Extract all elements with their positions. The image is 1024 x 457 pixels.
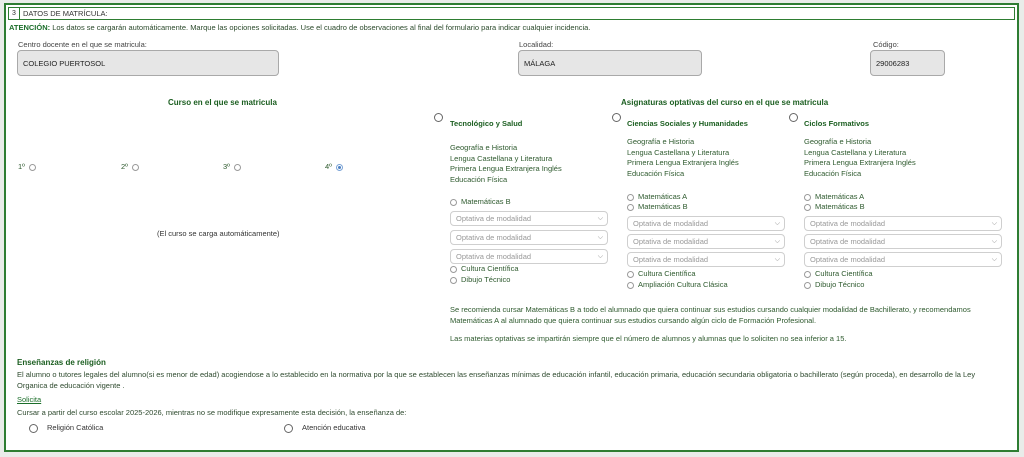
codigo-label: Código: <box>873 40 899 49</box>
religion-label: Atención educativa <box>302 423 366 432</box>
column-radio[interactable] <box>612 113 621 122</box>
subject: Primera Lengua Extranjera Inglés <box>627 158 739 167</box>
extra-label: Cultura Científica <box>461 264 519 273</box>
curso-option[interactable] <box>121 162 139 173</box>
extra-option[interactable] <box>804 269 873 280</box>
subject: Geografía e Historia <box>804 137 872 146</box>
centro-field[interactable]: COLEGIO PUERTOSOL <box>17 50 279 76</box>
notice-text: Los datos se cargarán automáticamente. Marque las opciones solicitadas. Use el cuadro de observaciones al final del formulario para indicar cualquier incidencia. <box>50 23 591 32</box>
column-radio[interactable] <box>789 113 798 122</box>
subject: Geografía e Historia <box>627 137 695 146</box>
minimum-note: Las materias optativas se impartirán siempre que el número de alumnos y alumnas que lo soliciten no sea inferior a 15. <box>450 334 847 343</box>
select-placeholder: Optativa de modalidad <box>633 237 709 246</box>
religion-label: Religión Católica <box>47 423 104 432</box>
recommendation: Se recomienda cursar Matemáticas B a todo el alumnado que quiera continuar sus estudios cursando cualquier modalidad de Bachillerato, y recomendamos Matemáticas A al alumnado que quiera continuar sus estudios cursando algún ciclo de Formación Profesional. <box>450 305 971 325</box>
curso-option[interactable] <box>18 162 36 173</box>
optativa-select[interactable] <box>804 234 1002 249</box>
curso-label: 3º <box>223 162 230 171</box>
chevron-down-icon: ⌵ <box>597 233 603 241</box>
notice <box>9 23 590 32</box>
extra-radio[interactable] <box>450 266 457 273</box>
extra-label: Dibujo Técnico <box>815 280 865 289</box>
math-option[interactable] <box>627 202 688 213</box>
curso-label: 2º <box>121 162 128 171</box>
math-radio[interactable] <box>627 194 634 201</box>
math-option[interactable] <box>627 192 687 203</box>
subject: Educación Física <box>804 168 862 178</box>
select-placeholder: Optativa de modalidad <box>633 255 709 264</box>
subject: Educación Física <box>450 174 508 184</box>
column-title: Tecnológico y Salud <box>450 119 523 128</box>
notice-prefix: ATENCIÓN: <box>9 23 51 32</box>
curso-radio[interactable] <box>234 164 241 171</box>
extra-radio[interactable] <box>450 277 457 284</box>
chevron-down-icon: ⌵ <box>991 219 997 227</box>
chevron-down-icon: ⌵ <box>774 237 780 245</box>
chevron-down-icon: ⌵ <box>774 219 780 227</box>
math-option[interactable] <box>804 192 864 203</box>
extra-label: Cultura Científica <box>638 269 696 278</box>
religion-instruction: Cursar a partir del curso escolar 2025-2026, mientras no se modifique expresamente esta decisión, la enseñanza de: <box>17 408 407 417</box>
extra-radio[interactable] <box>627 282 634 289</box>
chevron-down-icon: ⌵ <box>597 252 603 260</box>
extra-radio[interactable] <box>627 271 634 278</box>
select-placeholder: Optativa de modalidad <box>810 255 886 264</box>
extra-label: Dibujo Técnico <box>461 275 511 284</box>
math-label: Matemáticas A <box>815 192 865 201</box>
optativa-select[interactable] <box>804 216 1002 231</box>
religion-heading: Enseñanzas de religión <box>17 358 106 367</box>
chevron-down-icon: ⌵ <box>597 214 603 222</box>
math-radio[interactable] <box>804 204 811 211</box>
centro-label: Centro docente en el que se matricula: <box>18 40 147 49</box>
column-radio[interactable] <box>434 113 443 122</box>
subject: Educación Física <box>627 168 685 178</box>
religion-option[interactable] <box>284 423 365 434</box>
religion-option[interactable] <box>29 423 103 434</box>
section-header <box>8 7 1015 20</box>
math-label: Matemáticas B <box>638 202 688 211</box>
curso-option[interactable] <box>325 162 343 173</box>
optativa-select[interactable] <box>450 249 608 264</box>
religion-radio[interactable] <box>29 424 38 433</box>
curso-label: 4º <box>325 162 332 171</box>
chevron-down-icon: ⌵ <box>991 255 997 263</box>
math-option[interactable] <box>804 202 865 213</box>
optativa-select[interactable] <box>450 230 608 245</box>
section-number: 3 <box>9 8 20 19</box>
extra-radio[interactable] <box>804 271 811 278</box>
curso-radio[interactable] <box>132 164 139 171</box>
religion-legal-text: El alumno o tutores legales del alumno(si es menor de edad) acogiendose a lo establecido en la normativa por la que se establecen las enseñanzas mínimas de educación infantil, educación primaria, educación secundaria obligatoria o bachillerato (según proceda), en desarrollo de la Ley Organica de educación vigente . <box>17 370 976 390</box>
subject-list <box>450 143 562 185</box>
math-radio[interactable] <box>627 204 634 211</box>
subject: Primera Lengua Extranjera Inglés <box>450 164 562 173</box>
optativa-select[interactable] <box>804 252 1002 267</box>
extra-option[interactable] <box>804 280 864 291</box>
extra-option[interactable] <box>627 280 728 291</box>
chevron-down-icon: ⌵ <box>774 255 780 263</box>
codigo-field[interactable]: 29006283 <box>870 50 945 76</box>
subject-list <box>804 137 916 179</box>
subject: Geografía e Historia <box>450 143 518 152</box>
math-option[interactable] <box>450 197 511 208</box>
optativa-select[interactable] <box>627 216 785 231</box>
subject: Primera Lengua Extranjera Inglés <box>804 158 916 167</box>
subject-list <box>627 137 739 179</box>
subject: Lengua Castellana y Literatura <box>804 147 907 157</box>
matricula-section <box>4 3 1019 452</box>
subject: Lengua Castellana y Literatura <box>450 153 553 163</box>
optativa-select[interactable] <box>627 252 785 267</box>
math-radio[interactable] <box>804 194 811 201</box>
extra-label: Ampliación Cultura Clásica <box>638 280 728 289</box>
extra-label: Cultura Científica <box>815 269 873 278</box>
section-title: DATOS DE MATRÍCULA: <box>23 9 108 18</box>
solicita-link[interactable]: Solicita <box>17 395 42 404</box>
chevron-down-icon: ⌵ <box>991 237 997 245</box>
optativas-heading: Asignaturas optativas del curso en el que se matricula <box>621 98 829 107</box>
select-placeholder: Optativa de modalidad <box>810 219 886 228</box>
math-label: Matemáticas B <box>815 202 865 211</box>
religion-radio[interactable] <box>284 424 293 433</box>
curso-radio[interactable] <box>29 164 36 171</box>
select-placeholder: Optativa de modalidad <box>456 252 532 261</box>
extra-option[interactable] <box>450 275 510 286</box>
extra-option[interactable] <box>450 264 519 275</box>
localidad-field[interactable]: MÁLAGA <box>518 50 702 76</box>
column-title: Ciclos Formativos <box>804 119 870 128</box>
extra-radio[interactable] <box>804 282 811 289</box>
column-title: Ciencias Sociales y Humanidades <box>627 119 748 128</box>
select-placeholder: Optativa de modalidad <box>456 233 532 242</box>
extra-option[interactable] <box>627 269 696 280</box>
select-placeholder: Optativa de modalidad <box>810 237 886 246</box>
optativa-select[interactable] <box>627 234 785 249</box>
select-placeholder: Optativa de modalidad <box>456 214 532 223</box>
curso-note: (El curso se carga automáticamente) <box>157 229 280 238</box>
curso-heading: Curso en el que se matricula <box>168 98 277 107</box>
math-label: Matemáticas A <box>638 192 688 201</box>
math-label: Matemáticas B <box>461 197 511 206</box>
curso-label: 1º <box>18 162 25 171</box>
select-placeholder: Optativa de modalidad <box>633 219 709 228</box>
curso-radio-selected[interactable] <box>336 164 343 171</box>
subject: Lengua Castellana y Literatura <box>627 147 730 157</box>
math-radio[interactable] <box>450 199 457 206</box>
optativa-select[interactable] <box>450 211 608 226</box>
curso-option[interactable] <box>223 162 241 173</box>
localidad-label: Localidad: <box>519 40 554 49</box>
